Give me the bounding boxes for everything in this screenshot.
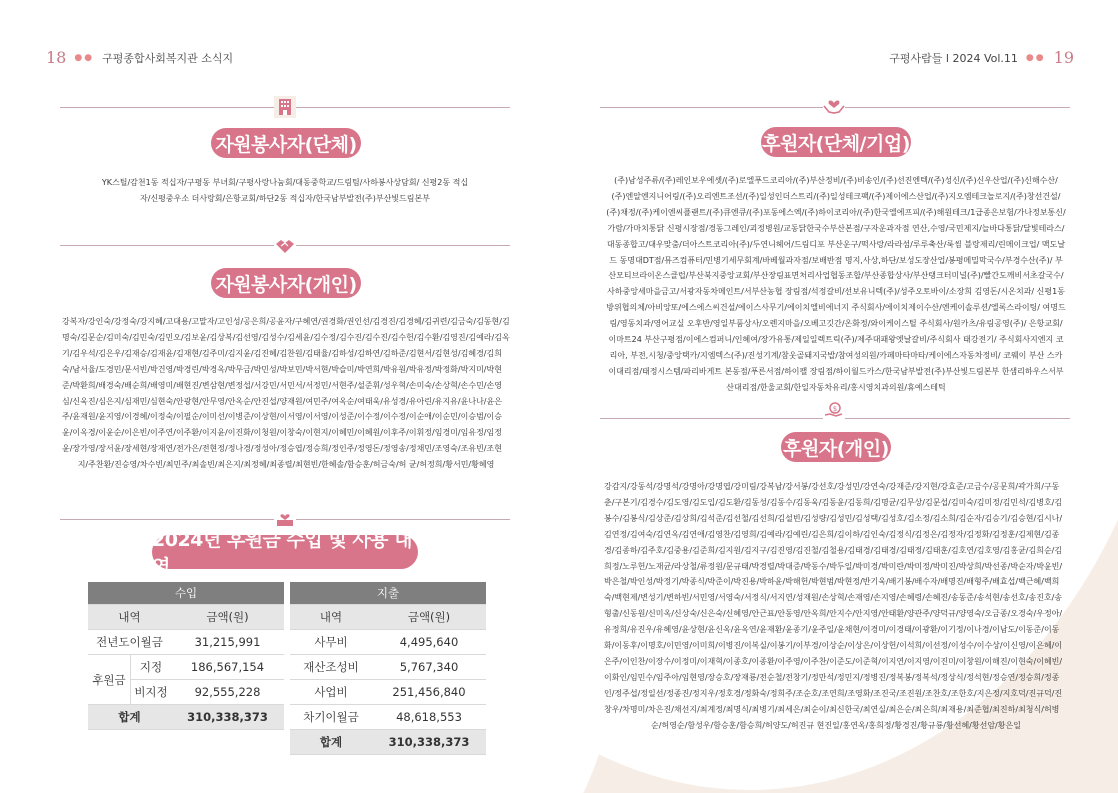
expense-amount: 5,767,340 (372, 655, 486, 680)
table-row (290, 630, 486, 655)
expense-amount: 4,495,640 (372, 630, 486, 655)
income-undesignated-amount: 92,555,228 (171, 680, 284, 705)
income-table (88, 582, 284, 730)
income-col-item: 내역 (88, 605, 171, 630)
expense-col-amount: 금액(원) (372, 605, 486, 630)
income-transfer-label: 전년도이월금 (88, 630, 171, 655)
expense-caption: 지출 (290, 582, 486, 605)
income-total-label: 합계 (88, 705, 171, 730)
expense-item: 재산조성비 (290, 655, 372, 680)
expense-amount: 48,618,553 (372, 705, 486, 730)
expense-amount: 251,456,840 (372, 680, 486, 705)
right-page-number: 19 (1053, 48, 1074, 67)
table-row (88, 630, 284, 655)
header-dots-right: ●● (1025, 52, 1046, 63)
table-row (290, 730, 486, 755)
income-designated-label: 지정 (131, 655, 172, 680)
vol-individual-title: 자원봉사자(개인) (211, 268, 361, 298)
vol-individual-list: 강복자/강인숙/강정숙/강지혜/고대용/고말자/고인성/공은희/공윤자/구혜연/권경화/권인선/김경진/김경혜/김귀련/김금숙/김동현/김명숙/김문순/김미숙/김민숙/김민오/김보윤/김상복/김선영/김성수/김세윤/김수정/김수진/김수진/김수헌/김수환/김영진/김예라/김옥기/김우석/김은우/김재승/김재윤/김재현/김주미/김지윤/김진혜/김찬원/김태율/김하성/김하연/김하준/김현서/김현성/김혜경/김희숙/남서율/도경민/문서빈/박건영/박경린/박경옥/박무금/박민성/박보민/박서현/박슬미/박연희/박유원/박유정/박정화/박지미/박현준/박환희/배경숙/배순희/배영미/배현진/변삼현/변정섭/서강민/서민서/서정민/서현주/설준휘/성우혁/손미숙/손상혁/손수민/손영심/신욱진/심은지/심재민/심현숙/안광현/안무영/안옥순/안진섭/양재원/여민주/여옥순/여태욱/유성경/유아린/유지유/윤나나/윤은주/윤재원/윤지영/이경혜/이정숙/이필순/이미선/이병준/이상현/이서영/이서영/이성준/이수정/이수정/이순애/이순민/이승범/이승윤/이옥경/이윤순/이은빈/이주연/이주환/이지윤/이진화/이청원/이창숙/이현지/이혜민/이혜원/이후주/이휘정/임경미/임유정/임정윤/장가영/장서윤/장세현/장재연/전가은/전현정/정나경/정성아/정승엽/정승희/정인주/정영돈/정영송/정채민/조영숙/조유빈/조현지/주찬환/진승영/차수빈/최민주/최솔빈/최은지/최정혜/최종렬/최현빈/한혜솔/함승훈/허금숙/허 균/허정희/황서민/황혜영 (62, 317, 510, 470)
expense-item: 사업비 (290, 680, 372, 705)
expense-item: 차기이월금 (290, 705, 372, 730)
expense-table (290, 582, 486, 755)
table-row (88, 655, 284, 680)
sponsor-individual-title: 후원자(개인) (781, 432, 891, 462)
left-header-title: 구평종합사회복지관 소식지 (102, 51, 234, 65)
income-col-amount: 금액(원) (171, 605, 284, 630)
expense-total-label: 합계 (290, 730, 372, 755)
income-designated-amount: 186,567,154 (171, 655, 284, 680)
expense-col-item: 내역 (290, 605, 372, 630)
table-row (290, 705, 486, 730)
table-row (88, 705, 284, 730)
left-page-header (46, 48, 233, 67)
header-dots-left: ●● (74, 52, 95, 63)
right-page-header (889, 48, 1074, 67)
left-page-number: 18 (46, 48, 67, 67)
donation-report-title: 2024년 후원금 수입 및 사용 내역 (152, 535, 418, 569)
income-total-amount: 310,338,373 (171, 705, 284, 730)
sponsor-group-title: 후원자(단체/기업) (761, 127, 911, 157)
income-transfer-amount: 31,215,991 (171, 630, 284, 655)
vol-group-title: 자원봉사자(단체) (211, 128, 361, 158)
building-icon (274, 96, 296, 118)
sponsor-individual-list: 강감지/강동석/강명석/강명아/강명엽/강미림/강복남/강서봉/강선호/강성민/강연숙/강재준/강지현/강효준/고금수/공문희/곽가희/구동춘/구본기/김경수/김도영/김도입/김도환/김동성/김동수/김동욱/김동윤/김동희/김명균/김무상/김문섭/김미숙/김미정/김민석/김병호/김봉수/김봉식/김상준/김상희/김석준/김선철/김선희/김설빈/김성량/김성민/김성택/김성호/김소정/김소희/김순자/김승기/김승현/김시나/김연정/김여숙/김연옥/김연애/김영찬/김영희/김예라/김예린/김은희/김이하/김인숙/김정식/김정은/김정자/김정화/김정훈/김제현/김종경/김종하/김주호/김중용/김준희/김지원/김지구/김진영/김진철/김철용/김태경/김태경/김태정/김태훈/김호연/김호영/김홍균/김희순/김희정/노루헌/노재균/라상철/류정원/문규태/박경렬/박대증/박동수/박두일/박미경/박미란/박미정/박미진/박상희/박선종/박순자/박윤빈/박은철/박인성/박정기/박종식/박준이/박진용/박하윤/박해헌/박현범/박현정/반기욱/배기봉/배수자/배명진/배형주/배효섭/백근혜/백희숙/백현제/변성기/변하빈/서민영/서영숙/서정식/서지연/성재원/손상혁/손재영/손지영/손혜령/손혜진/송동준/송석현/송선호/송진호/송형출/신동원/신미옥/신상숙/신은숙/신혜영/안근표/안동영/안옥희/안지수/안지영/안태환/양관주/양덕규/양영숙/오금종/오경숙/우정아/유정희/유진우/유혜영/윤상현/윤신옥/윤옥연/윤재환/윤종기/윤주일/윤채현/이경미/이경태/이광환/이기정/이나경/이남도/이동준/이동화/이동후/이명호/이민영/이미희/이병진/이복실/이봉기/이부경/이상순/이상은/이상헌/이석희/이선정/이성수/이수상/이신영/이은혜/이은주/이인찬/이장수/이정미/이재혁/이종호/이종환/이주영/이주찬/이준도/이준혁/이지연/이지영/이진미/이창원/이해진/이현숙/이혜빈/이화인/임민수/임주아/임현영/장승호/장재룡/전순철/전창기/정만석/정민지/정병진/정복봉/정복석/정상식/정석현/정승연/정승희/정종인/정주섭/정일선/정종진/정지우/정호경/정화숙/정희주/조순호/조연희/조영화/조진국/조진원/조찬호/조한호/지은정/지호덕/진규덕/진창우/차명미/차은진/채선지/최계정/최명식/최병기/최세은/최순이/최신한국/최연실/최은순/최은희/최재용/최준협/최진하/최청식/허병순/허영순/함성우/함승훈/함승희/허양도/허진규 현진일/홍연옥/홍희정/황경진/황규룡/황선혜/황선암/황은일 (604, 482, 1063, 730)
table-row (290, 680, 486, 705)
income-undesignated-label: 비지정 (131, 680, 172, 705)
sponsor-group-list: (주)남성주류/(주)레인보우에셋/(주)로엘푸드코리아/(주)부산정비/(주)비송인/(주)선진엔텍/(주)성신/(주)신우산업/(주)신해수산/ (주)엔알엔지니어링/(주)오리엔트조선/(주)일성인더스트리/(주)일성테크팩/(주)제이에스산업/(주)지오엠테크놀로지/(주)창선건설/ (주)채정/(주)케이엔씨플랜트/(주)큐엔큐/(주)포동에스엑/(주)하이코리아/(주)한국엘에프피/(주)해원테크/1급종은보험/가나정보통신/ 가람/가마치통닭 신평시장점/경동그레인/괴정병원/교동닭한국수부산본점/구자운과자점 연산,수영/국민제지/늘바다통닭/달빛테라스/ 대동종합고/대우맞춤/더아스트코리아(주)/두연니헤어/드림디포 부산운구/떡사랑/라라섬/루루축산/룩씸 블랑제리/린메이크업/ 맥도날드 동명대DT점/뮤즈컴퓨터/민병기세무회계/바베월과자점/보배반점 명지,사상,하단/보성도장산업/봉평메밀막국수/부경수산(주)/ 부산모티브라이온스클럽/부산북지중앙교회/부산장림표면처리사업협동조합/부산종합상사/부산탱크터미널(주)/빨간도깨비서초갈국수/ 사하중앙세마을금고/서광자동차메인트/서부산농협 장림점/석정갈비/선보유니텍(주)/성주오토바이/소장희 김영돈/시온치과/ 신평1동 방위협의체/아비앙또/에스에스씨건설/에이스사무기/에이치엘비에너지 주식회사/에이치제이수산/엔케이솔루션/엘록스라이팅/ 여명드림/영동치과/영어교실 오후반/영일부품상사/오렌지마을/오베고깃간/온화정/와이케이스틸 주식회사/원카츠/유림공영(주)/ 은항교회/이마트24 부산구평점/이에스컴퍼니/인혜여/장가유통/제일일렉트릭(주)/제주대패왕엣날갈비/주식회사 태강전기/ 주식회사지엔지 코리아, 부전,시청/중앙택카/지엠텍스(주)/진성기계/참웃골돼지국밥/참여성의원/카페마타마타/케이에스자동차정비/ 코웨이 부산 스카이대리점/태정시스템/파리바게트 본동점/푸른서점/하이팰 장림점/하이월드카스/한국남부발전(주)부산빛드림본부 한샘리하우스서부산대리점/한울교회/한일자동차유리/홍시영치과의원/휴예스테틱 (606, 176, 1066, 392)
expense-total-amount: 310,338,373 (372, 730, 486, 755)
vol-group-list: YK스틸/감천1동 적십자/구평동 부녀회/구평사랑나눔회/대동중학교/드림팀/사하봉사상담회/ 신평2동 적십자/신평중우소 더사랑회/은항교회/하단2동 적십자/한국남부발전(주)부산빛드림본부 (101, 178, 469, 203)
svg-text:$: $ (832, 405, 838, 413)
income-group-label: 후원금 (88, 655, 131, 705)
table-row (290, 655, 486, 680)
right-header-title: 구평사람들 l 2024 Vol.11 (889, 51, 1018, 65)
handshake-icon (274, 235, 296, 257)
income-caption: 수입 (88, 582, 284, 605)
hands-heart-icon (823, 95, 845, 117)
hand-coin-icon (823, 400, 845, 422)
expense-item: 사무비 (290, 630, 372, 655)
